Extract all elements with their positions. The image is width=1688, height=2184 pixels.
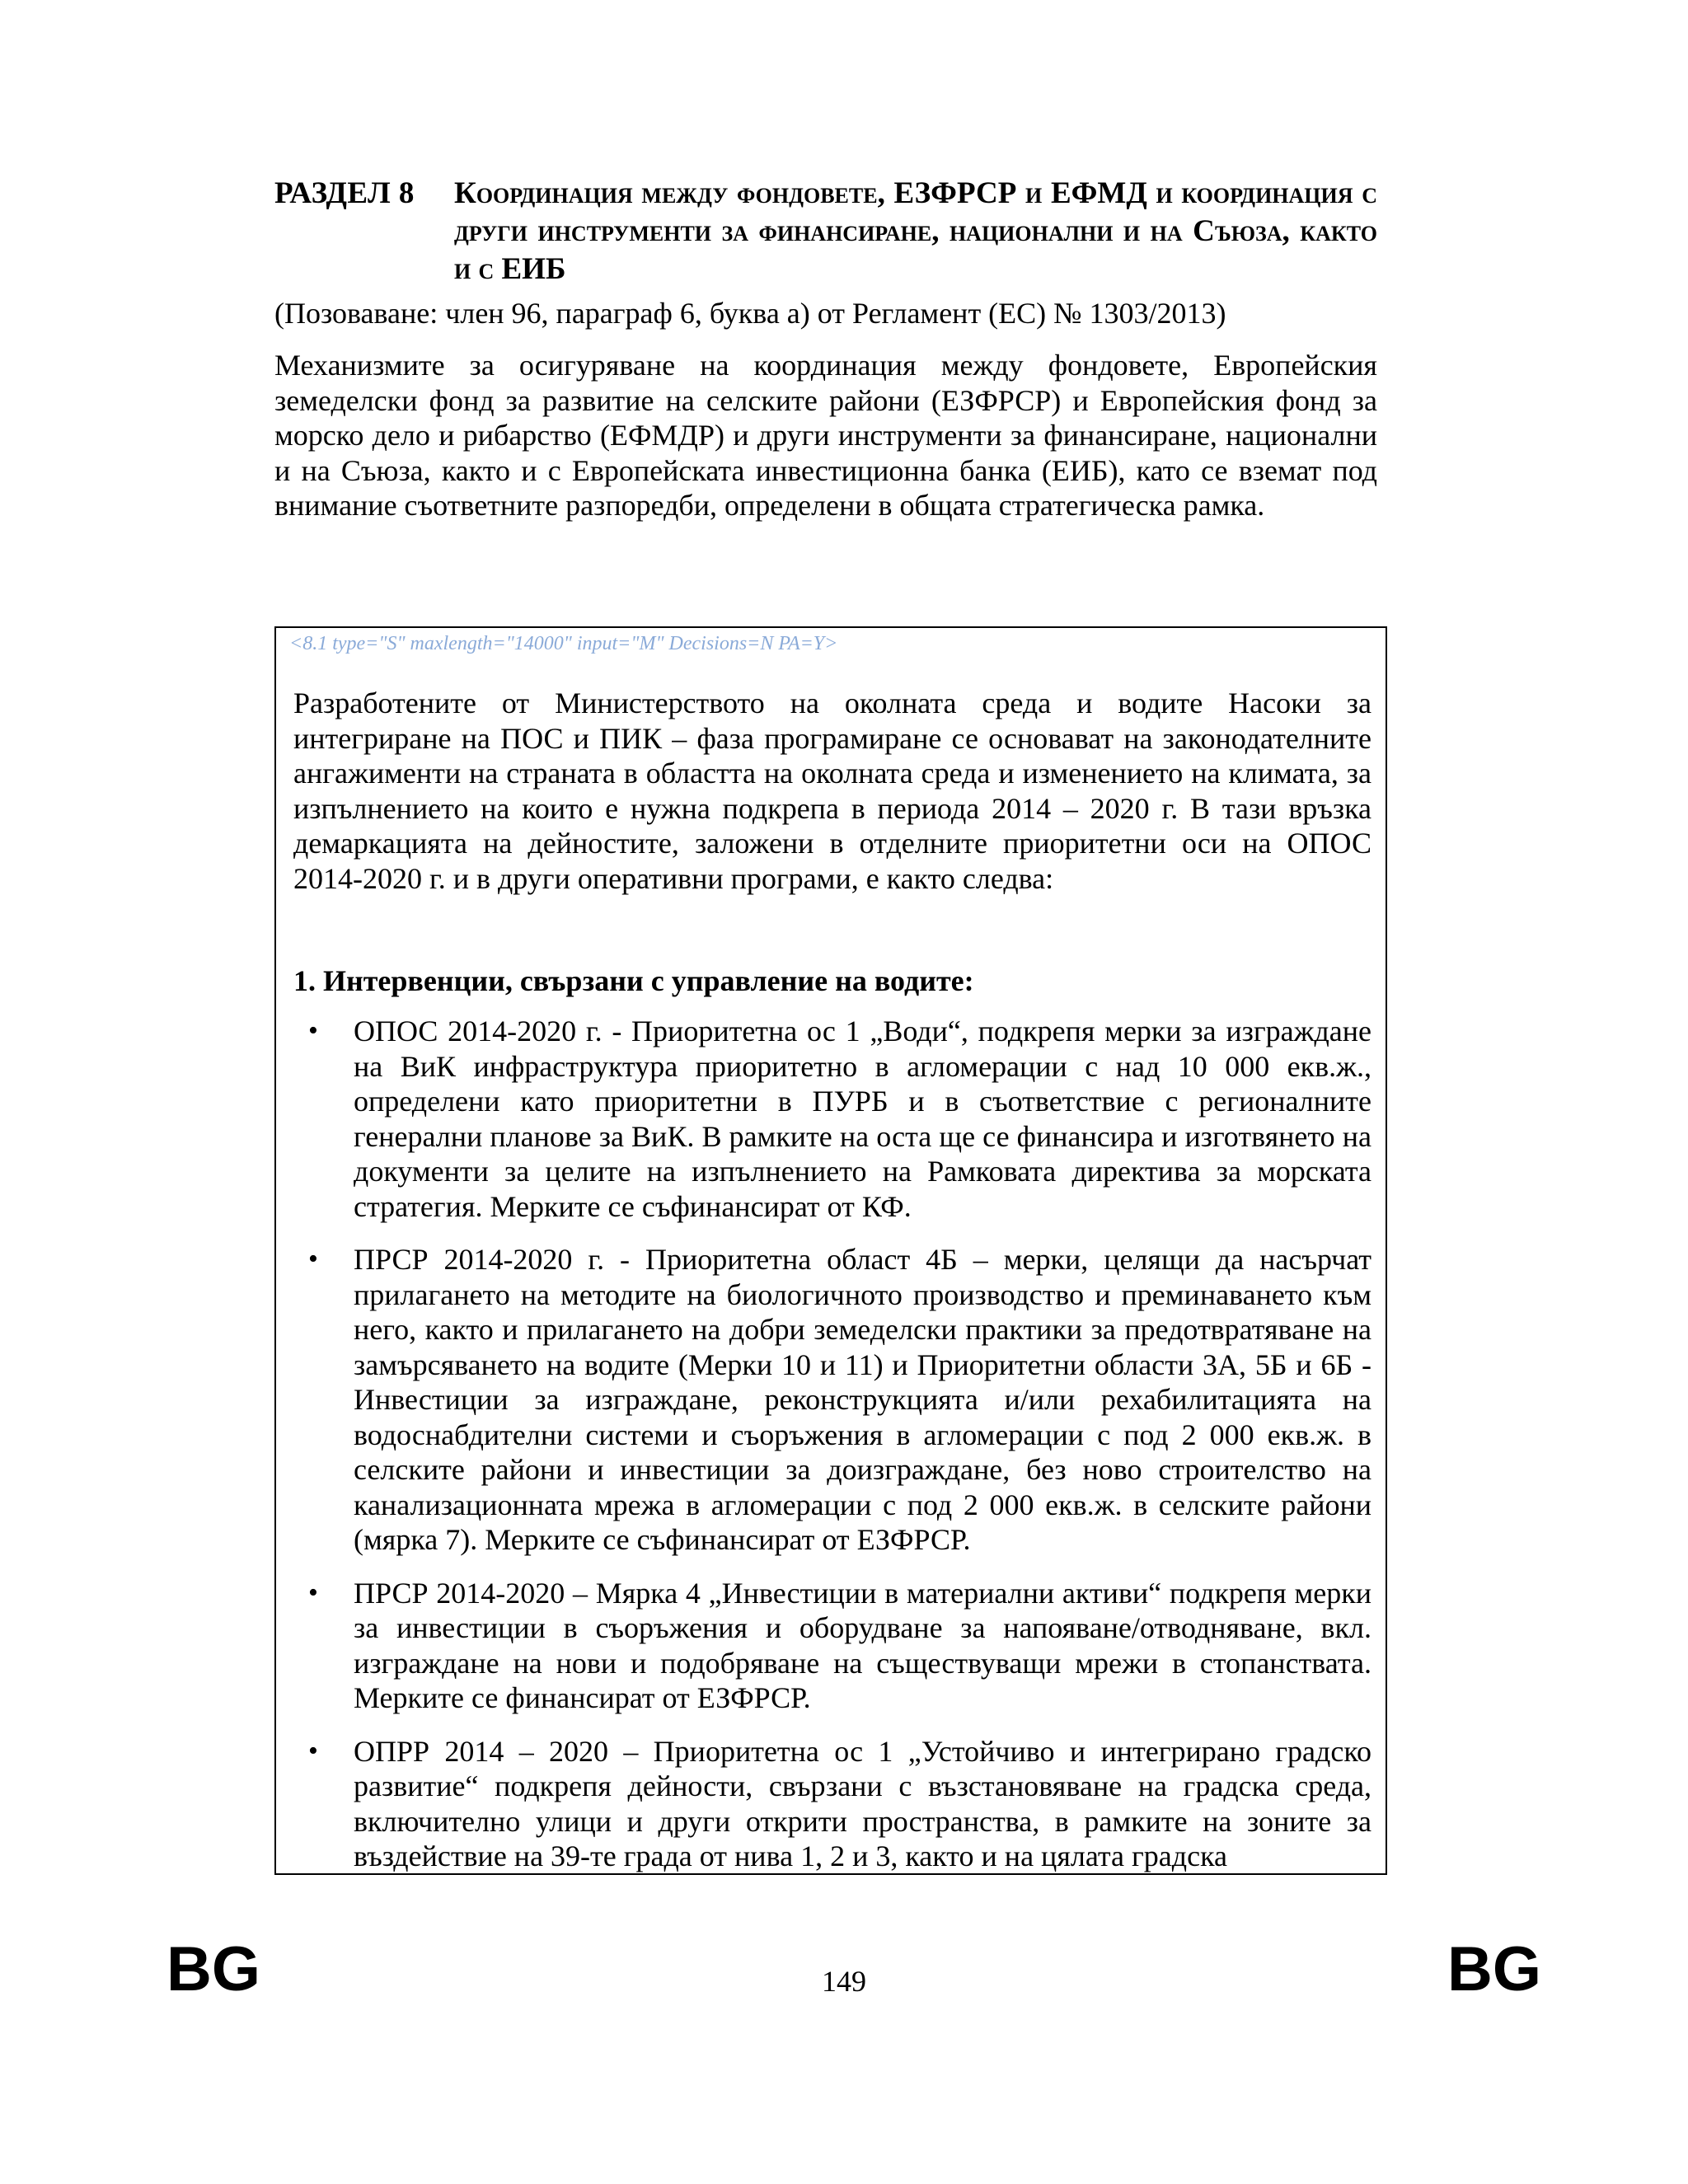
intro-paragraph: Механизмите за осигуряване на координация между фондовете, Европейския земеделски фонд за развитие на селските райони (ЕЗФРСР) и Европейския фонд за морско дело и рибарство (ЕФМДР) и други инструменти за финансиране, национални и на Съюза, както и с Европейската инвестиционна банка (ЕИБ), като се вземат под внимание съответните разпоредби, определени в общата стратегическа рамка.	[274, 349, 1377, 522]
intervention-list	[293, 1014, 1372, 1875]
list-item-text: ПРСР 2014-2020 – Мярка 4 „Инвестиции в материални активи“ подкрепя мерки за инвестиции в съоръжения и оборудване за напояване/отводняване, вкл. изграждане на нови и подобряване на съществуващи мрежи в стопанствата. Мерките се финансират от ЕЗФРСР.	[354, 1576, 1372, 1714]
list-item-text: ОПРР 2014 – 2020 – Приоритетна ос 1 „Устойчиво и интегрирано градско развитие“ подкрепя дейности, свързани с възстановяване на градска среда, включително улици и други открити пространства, в рамките на зоните за въздействие на 39-те града от нива 1, 2 и 3, както и на цялата градска	[354, 1734, 1372, 1872]
regulation-reference: (Позоваване: член 96, параграф 6, буква а) от Регламент (ЕС) № 1303/2013)	[274, 297, 1226, 330]
list-item-text: ПРСР 2014-2020 г. - Приоритетна област 4Б – мерки, целящи да насърчат прилагането на методите на биологичното производство и преминаването към него, както и прилагането на добри земеделски практики за предотвратяване на замърсяването на водите (Мерки 10 и 11) и Приоритетни области 3А, 5Б и 6Б - Инвестиции за изграждане, реконструкцията и/или рехабилитацията на водоснабдителни системи и съоръжения в агломерации с под 2 000 екв.ж. в селските райони и инвестиции за доизграждане, без ново строителство на канализационната мрежа в агломерации с под 2 000 екв.ж. в селските райони (мярка 7). Мерките се съфинансират от ЕЗФРСР.	[354, 1243, 1372, 1556]
bullet-icon: •	[308, 1735, 318, 1766]
section-title: Координация между фондовете, ЕЗФРСР и ЕФМД и координация с други инструменти за финансиране, национални и на Съюза, както и с ЕИБ	[454, 176, 1377, 286]
water-management-heading: 1. Интервенции, свързани с управление на водите:	[293, 964, 974, 997]
box-intro-paragraph: Разработените от Министерството на околната среда и водите Насоки за интегриране на ПОС и ПИК – фаза програмиране се основават на законодателните ангажименти на страната в областта на околната среда и изменението на климата, за изпълнението на които е нужна подкрепа в периода 2014 – 2020 г. В тази връзка демаркацията на дейностите, заложени в отделните приоритетни оси на ОПОС 2014-2020 г. и в други оперативни програми, е както следва:	[293, 687, 1372, 895]
field-code: <8.1 type="S" maxlength="14000" input="M" Decisions=N PA=Y>	[289, 633, 838, 654]
list-item	[293, 1576, 1372, 1716]
list-item	[293, 1014, 1372, 1224]
bullet-icon: •	[308, 1244, 318, 1274]
list-item-text: ОПОС 2014-2020 г. - Приоритетна ос 1 „Води“, подкрепя мерки за изграждане на ВиК инфраструктура приоритетно в агломерации с над 10 000 екв.ж., определени като приоритетни в ПУРБ и в съответствие с регионалните генерални планове за ВиК. В рамките на оста ще се финансира и изготвянето на документи за целите на изпълнението на Рамковата директива за морската стратегия. Мерките се съфинансират от КФ.	[354, 1015, 1372, 1223]
section-content-box	[274, 626, 1387, 1875]
bullet-icon: •	[308, 1015, 318, 1046]
section-heading	[274, 175, 1377, 288]
page-number: 149	[822, 1965, 866, 1998]
footer-language-label-right: BG	[1447, 1934, 1541, 2004]
bullet-icon: •	[308, 1577, 318, 1608]
list-item	[293, 1242, 1372, 1558]
list-item	[293, 1734, 1372, 1874]
footer-language-label-left: BG	[166, 1934, 260, 2004]
section-number: РАЗДЕЛ 8	[274, 176, 415, 210]
